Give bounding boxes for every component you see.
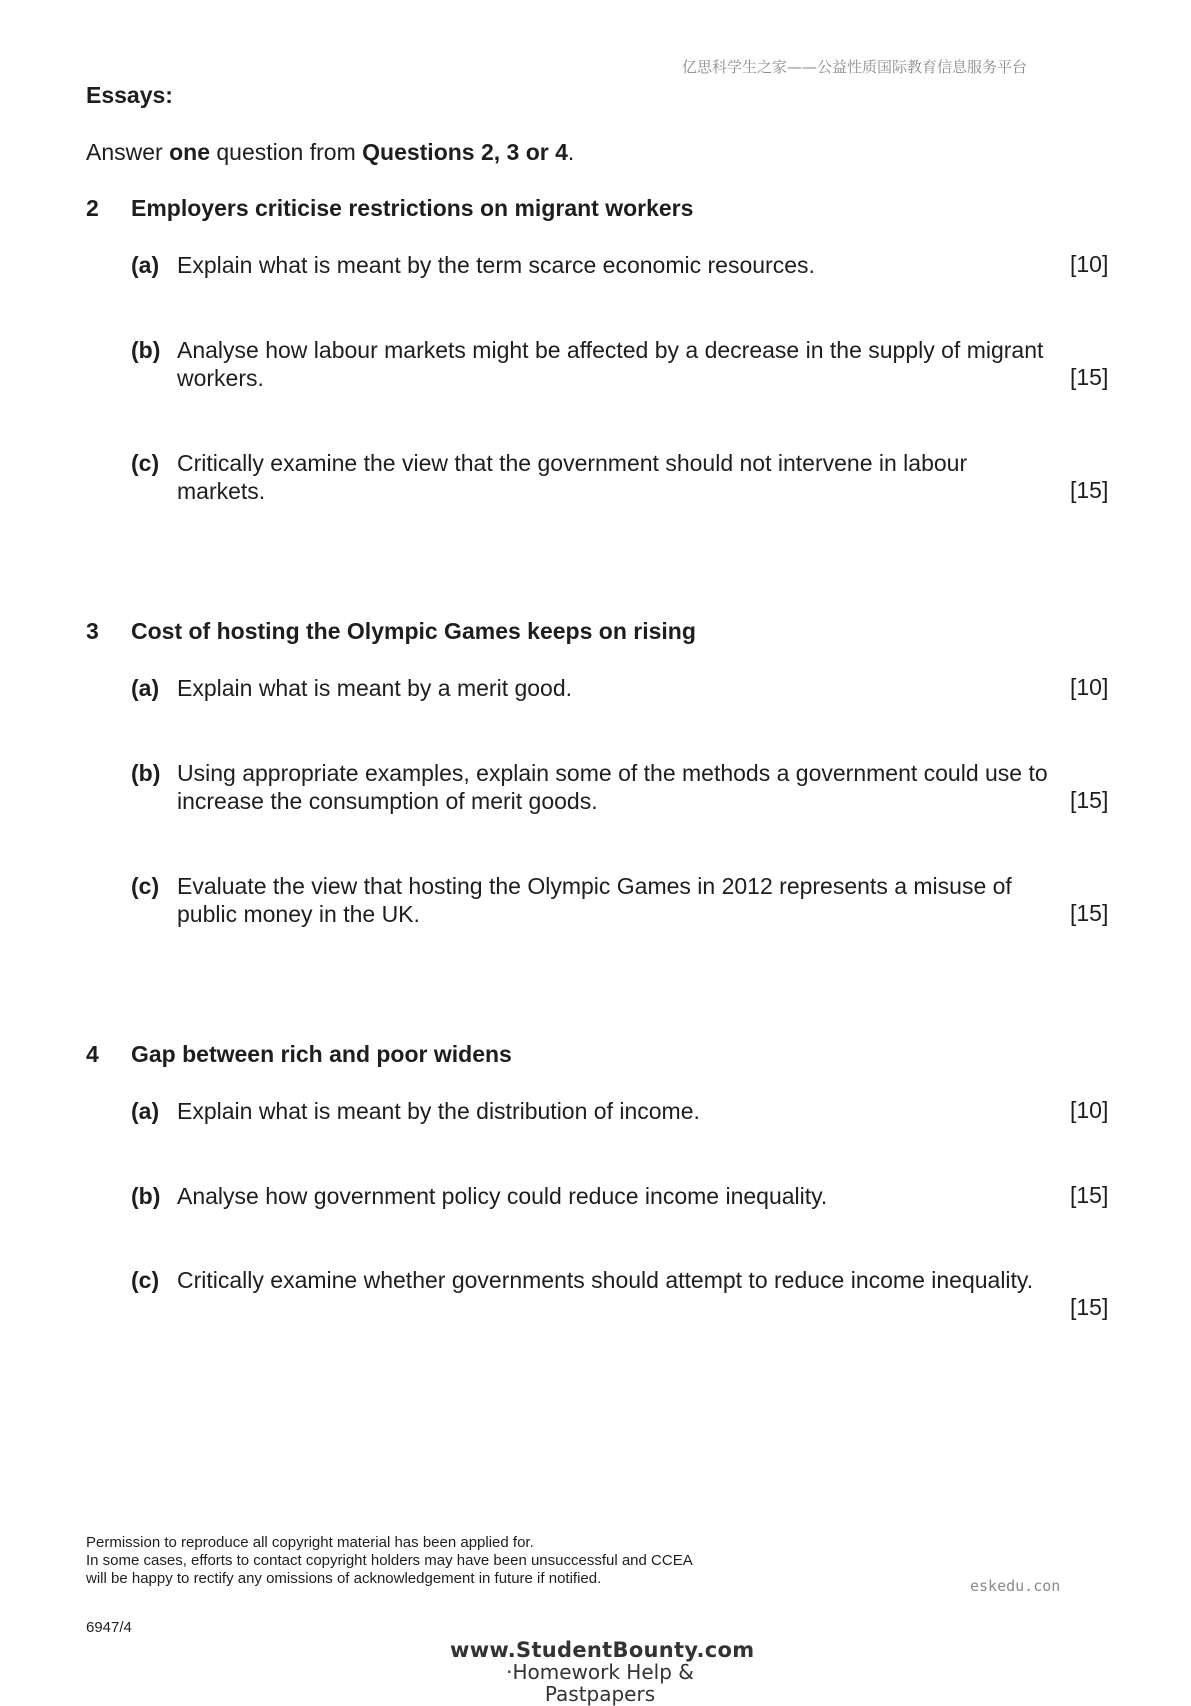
studentbounty-tagline: ·Homework Help & Pastpapers (506, 1660, 694, 1706)
top-watermark: 亿思科学生之家——公益性质国际教育信息服务平台 (682, 58, 1028, 76)
part-text: Evaluate the view that hosting the Olympic Games in 2012 represents a misuse of public money in the UK. (177, 873, 1012, 927)
instruction-prefix: Answer (86, 139, 170, 165)
part-text: Critically examine whether governments should attempt to reduce income inequality. (177, 1267, 1034, 1293)
instruction (86, 139, 574, 166)
part-marks: [15] (1070, 1294, 1109, 1320)
part-text: Explain what is meant by the term scarce economic resources. (177, 252, 815, 278)
part-text: Critically examine the view that the government should not intervene in labour markets. (177, 450, 968, 504)
part-text: Explain what is meant by the distribution of income. (177, 1098, 700, 1124)
paper-code: 6947/4 (86, 1619, 132, 1636)
question-number: 4 (86, 1041, 99, 1067)
part-label: (c) (131, 450, 160, 476)
part-text: Explain what is meant by a merit good. (177, 675, 573, 701)
permission-line: will be happy to rectify any omissions of acknowledgement in future if notified. (86, 1570, 602, 1587)
permission-line: Permission to reproduce all copyright material has been applied for. (86, 1534, 534, 1551)
instruction-middle: question from (209, 139, 363, 165)
part-marks: [15] (1070, 364, 1109, 390)
part-label: (b) (131, 1183, 161, 1209)
part-text: Analyse how labour markets might be affected by a decrease in the supply of migrant workers. (177, 337, 1044, 391)
bottom-watermark: eskedu.con (970, 1577, 1061, 1595)
part-label: (a) (131, 252, 160, 278)
question-title: Employers criticise restrictions on migrant workers (131, 195, 694, 221)
studentbounty-logo (450, 1638, 755, 1706)
instruction-emphasis-one: one (169, 139, 210, 165)
part-label: (a) (131, 1098, 160, 1124)
part-marks: [15] (1070, 1182, 1109, 1208)
part-label: (b) (131, 337, 161, 363)
part-text: Analyse how government policy could reduce income inequality. (177, 1183, 828, 1209)
question-title: Cost of hosting the Olympic Games keeps on rising (131, 618, 696, 644)
part-marks: [10] (1070, 674, 1109, 700)
part-marks: [15] (1070, 900, 1109, 926)
question-title: Gap between rich and poor widens (131, 1041, 512, 1067)
section-title: Essays: (86, 82, 173, 108)
permission-notice (86, 1534, 693, 1588)
part-marks: [15] (1070, 787, 1109, 813)
instruction-emphasis-questions: Questions 2, 3 or 4 (362, 139, 568, 165)
instruction-suffix: . (567, 139, 575, 165)
part-label: (b) (131, 760, 161, 786)
question-number: 2 (86, 195, 99, 221)
part-label: (a) (131, 675, 160, 701)
part-label: (c) (131, 1267, 160, 1293)
part-marks: [10] (1070, 251, 1109, 277)
part-text: Using appropriate examples, explain some of the methods a government could use to increase the consumption of merit goods. (177, 760, 1048, 814)
permission-line: In some cases, efforts to contact copyright holders may have been unsuccessful and CCEA (86, 1552, 693, 1569)
part-marks: [10] (1070, 1097, 1109, 1123)
question-number: 3 (86, 618, 99, 644)
studentbounty-url: www.StudentBounty.com (450, 1638, 755, 1662)
part-label: (c) (131, 873, 160, 899)
part-marks: [15] (1070, 477, 1109, 503)
